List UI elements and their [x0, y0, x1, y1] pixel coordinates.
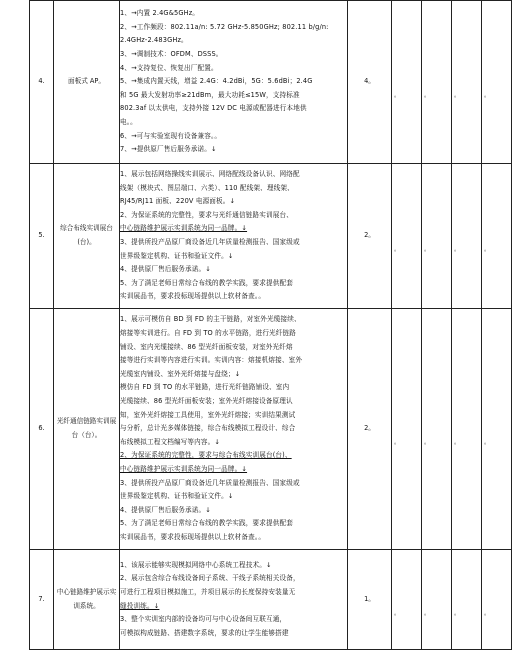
desc-line: 世界级鉴定机构、证书和验证文件。↓: [120, 492, 234, 501]
desc-line: 中心链路维护展示实训系统为同一品牌。↓: [120, 464, 248, 473]
desc-line: 5、为了满足老师日常综合布线的教学实践，要求提供配套: [120, 278, 293, 287]
item-description: [120, 550, 348, 650]
desc-line: 光缆接续、86 型光纤面板安装；室外光纤熔接设备原理认: [120, 397, 293, 406]
desc-line: 实训展品书，要求投标现场提供以上软材备查。。: [120, 292, 266, 301]
desc-line: 接等进行实训等内容进行实训。实训内容：熔接机熔接、室外: [120, 356, 303, 365]
desc-line: 3、整个实训室内部的设备均可与中心设备间互联互通，: [120, 615, 287, 624]
desc-line: 3、提供所投产品原厂商设备近几年质量检测报告、国家级或: [120, 238, 300, 246]
desc-line: 6、→可与实验室现有设备兼容。。: [120, 131, 222, 140]
desc-line: 缝投训练。↓: [120, 601, 160, 610]
desc-line: 4、提供原厂售后服务承诺。↓: [120, 265, 211, 274]
desc-line: 2.4GHz-2.483GHz。: [120, 36, 188, 45]
desc-line: 铺设、室内光缆接续、86 型光纤面板安装，对室外光纤熔: [120, 342, 293, 351]
desc-line: RJ45/RJ11 面板、220V 电源面板。↓: [120, 197, 236, 206]
blank-cell: 。: [392, 550, 422, 650]
item-description: [120, 1, 348, 164]
desc-line: 1、该展示能够实现模拟网络中心系统工程技术。↓: [120, 560, 272, 569]
blank-cell: 。: [482, 164, 512, 309]
desc-line: 2、为保证系统的完整性，要求与综合布线实训展台(台)、: [120, 451, 292, 460]
blank-cell: 。: [422, 309, 452, 550]
table-row: [30, 1, 512, 164]
row-number: 4.: [30, 1, 54, 164]
desc-line: 与分析，总计光多媒体链接，综合布线模拟工程设计、综合: [120, 424, 296, 433]
table-row: [30, 164, 512, 309]
desc-line: 4、提供原厂售后服务承诺。↓: [120, 505, 211, 514]
blank-cell: 。: [482, 309, 512, 550]
desc-line: 光缆室内铺设、室外光纤熔接与盘绕；↓: [120, 369, 241, 378]
blank-cell: 。: [452, 1, 482, 164]
desc-line: 世界级鉴定机构、证书和验证文件。↓: [120, 251, 234, 260]
item-name: 中心链路维护展示实训系统。: [54, 550, 120, 650]
blank-cell: 。: [452, 550, 482, 650]
blank-cell: 。: [392, 164, 422, 309]
desc-line: 可进行工程项目模拟施工，并项目展示的长度保持安装量无: [120, 587, 296, 596]
item-name: 光纤通信链路实训展台（台）。: [54, 309, 120, 550]
desc-line: 7、→提供原厂售后服务承诺。↓: [120, 145, 217, 154]
blank-cell: 。: [422, 1, 452, 164]
desc-line: 电。。: [120, 117, 137, 126]
desc-line: 802.3af 以太供电，支持外接 12V DC 电源或配器进行本地供: [120, 104, 307, 113]
desc-line: 4、→支持复位、恢复出厂配置。: [120, 63, 218, 72]
table-row: [30, 309, 512, 550]
desc-line: 1、展示包括网络操线实训展示、网络配线设备认识、网络配: [120, 170, 300, 179]
desc-line: 5、为了满足老师日常综合布线的教学实践，要求提供配套: [120, 519, 293, 528]
desc-line: 1、→内置 2.4G&5GHz。: [120, 9, 200, 18]
desc-line: 和 5G 最大发射功率≥21dBm，最大功耗≤15W，支持标准: [120, 90, 300, 99]
row-number: 7.: [30, 550, 54, 650]
desc-line: 2、→工作频段：802.11a/n: 5.72 GHz-5.850GHz; 802.11 b/g/n:: [120, 22, 329, 31]
quantity-cell: 1。: [348, 550, 392, 650]
item-name: 面板式 AP。: [54, 1, 120, 164]
desc-line: 实训展品书，要求投标现场提供以上软材备查。。: [120, 532, 266, 541]
desc-line: 熔接等实训进行。自 FD 到 TO 的水平链路，进行光纤链路: [120, 329, 297, 338]
desc-line: 布线模拟工程文档编写等内容。↓: [120, 437, 221, 446]
row-number: 6.: [30, 309, 54, 550]
desc-line: 模仿自 FD 到 TO 的水平链路，进行光纤链路铺设、室内: [120, 383, 290, 392]
desc-line: 5、→集成内置天线，增益 2.4G：4.2dBi，5G：5.6dBi；2.4G: [120, 77, 313, 86]
blank-cell: 。: [392, 309, 422, 550]
desc-line: 2、展示包含综合布线设备间子系统、干线子系统相关设备，: [120, 574, 300, 583]
row-number: 5.: [30, 164, 54, 309]
item-description: [120, 309, 348, 550]
item-name: 综合布线实训展台(台)。: [54, 164, 120, 309]
blank-cell: 。: [422, 550, 452, 650]
desc-line: 3、→调制技术：OFDM、DSSS。: [120, 50, 223, 59]
desc-line: 1、展示可模仿自 BD 到 FD 的主干链路，对室外光缆接续、: [120, 315, 301, 324]
item-description: [120, 164, 348, 309]
blank-cell: 。: [422, 164, 452, 309]
desc-line: 可模拟构成链路、搭建数字系统，要求的让学生能够搭建: [120, 628, 289, 637]
desc-line: 知，室外光纤熔接工具使用，室外光纤熔接；实训结果测试: [120, 410, 296, 419]
desc-line: 中心链路维护展示实训系统为同一品牌。↓: [120, 224, 248, 233]
desc-line: 3、提供所投产品原厂商设备近几年质量检测报告、国家级或: [120, 478, 300, 487]
blank-cell: 。: [392, 1, 422, 164]
blank-cell: 。: [452, 309, 482, 550]
quantity-cell: 4。: [348, 1, 392, 164]
blank-cell: 。: [452, 164, 482, 309]
quantity-cell: 2。: [348, 164, 392, 309]
blank-cell: 。: [482, 550, 512, 650]
specification-table: [29, 0, 512, 650]
desc-line: 2、为保证系统的完整性，要求与光纤通信链路实训展台、: [120, 210, 293, 219]
table-row: [30, 550, 512, 650]
quantity-cell: 2。: [348, 309, 392, 550]
blank-cell: 。: [482, 1, 512, 164]
desc-line: 线架（模块式、图层端口、六类）、110 配线架、理线架、: [120, 183, 294, 192]
